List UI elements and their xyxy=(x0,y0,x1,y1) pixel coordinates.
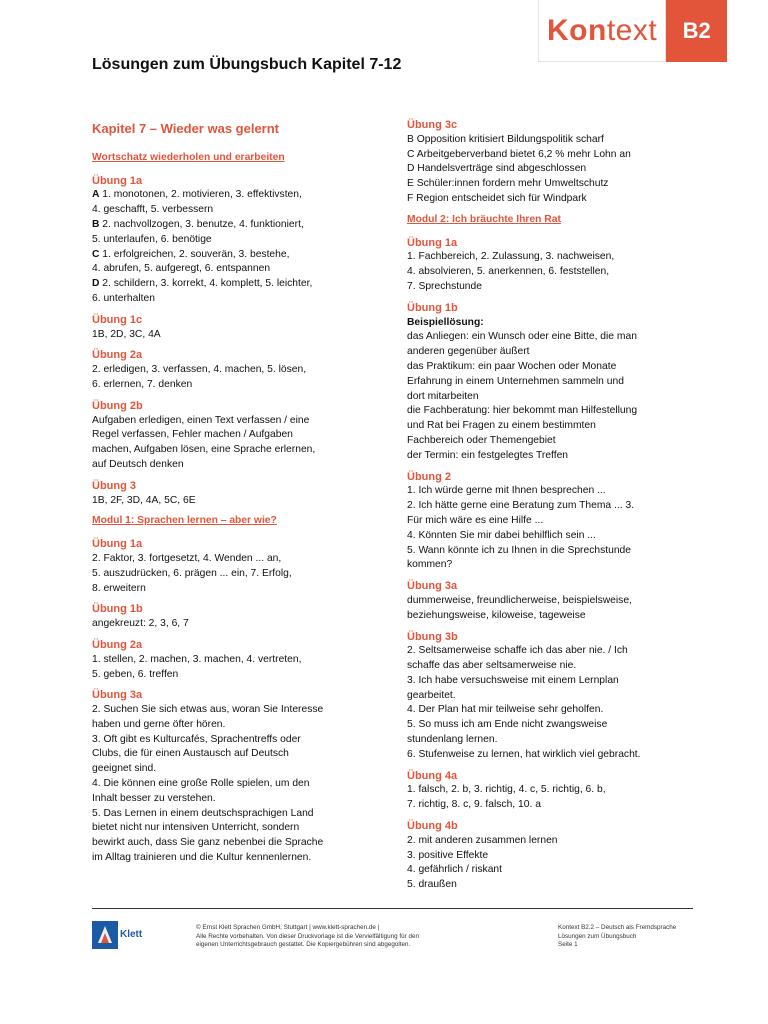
answer-text: gearbeitet. xyxy=(407,689,456,701)
answer-line xyxy=(92,378,392,393)
answer-line xyxy=(407,514,697,529)
answer-line xyxy=(407,316,697,331)
answer-text: das Anliegen: ein Wunsch oder eine Bitte, die man xyxy=(407,331,637,343)
answer-text: haben und gerne öfter hören. xyxy=(92,718,226,730)
answer-line xyxy=(407,484,697,499)
answer-label: A xyxy=(92,189,100,201)
answer-text: Inhalt besser zu verstehen. xyxy=(92,792,216,804)
answer-line xyxy=(92,653,392,668)
answer-text: B Opposition kritisiert Bildungspolitik scharf xyxy=(407,133,604,145)
answer-text: anderen gegenüber äußert xyxy=(407,346,530,358)
answer-text: 6. Stufenweise zu lernen, hat wirklich viel gebracht. xyxy=(407,748,641,760)
answer-text: 3. Ich habe versuchsweise mit einem Lernplan xyxy=(407,674,619,686)
answer-line xyxy=(407,529,697,544)
answer-text: 5. geben, 6. treffen xyxy=(92,668,179,680)
footer-meta-line: Lösungen zum Übungsbuch xyxy=(558,932,637,940)
answer-text: stundenlang lernen. xyxy=(407,734,498,746)
answer-text: 6. unterhalten xyxy=(92,292,155,304)
answer-line xyxy=(92,262,392,277)
exercise-heading: Übung 2 xyxy=(407,470,451,483)
answer-line xyxy=(407,419,697,434)
answer-text: machen, Aufgaben lösen, eine Sprache erlernen, xyxy=(92,444,316,456)
answer-text: 2. Suchen Sie sich etwas aus, woran Sie Interesse xyxy=(92,704,324,716)
answer-line xyxy=(407,748,697,763)
answer-line xyxy=(407,733,697,748)
answer-text: 2. Ich hätte gerne eine Beratung zum Thema ... 3. xyxy=(407,500,635,512)
logo-wordmark xyxy=(538,0,666,62)
answer-text: 3. positive Effekte xyxy=(407,849,489,861)
footer-meta-line: Kontext B2.2 – Deutsch als Fremdsprache xyxy=(558,924,677,931)
klett-logo-icon xyxy=(92,921,118,949)
answer-line xyxy=(407,449,697,464)
exercise-heading: Übung 4a xyxy=(407,769,458,782)
answer-text: 5. So muss ich am Ende nicht zwangsweise xyxy=(407,719,608,731)
answer-text: 4. geschafft, 5. verbessern xyxy=(92,204,214,216)
answer-text: 2. schildern, 3. korrekt, 4. komplett, 5. leichter, xyxy=(99,278,313,290)
answer-text: 4. Der Plan hat mir teilweise sehr geholfen. xyxy=(407,704,604,716)
answer-line xyxy=(92,668,392,683)
answer-label: Beispiellösung: xyxy=(407,316,484,328)
answer-text: 1B, 2D, 3C, 4A xyxy=(92,328,161,340)
answer-text: 2. nachvollzogen, 3. benutze, 4. funktioniert, xyxy=(99,218,304,230)
answer-text: im Alltag trainieren und die Kultur kennenlernen. xyxy=(92,852,312,864)
answer-text: Aufgaben erledigen, einen Text verfassen / eine xyxy=(92,414,310,426)
answer-line xyxy=(92,821,392,836)
answer-line xyxy=(92,552,392,567)
answer-text: 1B, 2F, 3D, 4A, 5C, 6E xyxy=(92,494,196,506)
answer-line xyxy=(407,375,697,390)
answer-text: 2. Seltsamerweise schaffe ich das aber nie. / Ich xyxy=(407,645,628,657)
answer-line xyxy=(92,733,392,748)
answer-text: der Termin: ein festgelegtes Treffen xyxy=(407,449,569,461)
answer-line xyxy=(407,834,697,849)
klett-logo-text: Klett xyxy=(120,929,143,940)
answer-text: 5. auszudrücken, 6. prägen ... ein, 7. Erfolg, xyxy=(92,567,292,579)
section-heading: Modul 1: Sprachen lernen – aber wie? xyxy=(92,515,277,527)
level-badge: B2 xyxy=(666,0,727,62)
answer-line xyxy=(92,414,392,429)
answer-text: 1. stellen, 2. machen, 3. machen, 4. vertreten, xyxy=(92,653,302,665)
answer-line xyxy=(407,544,697,559)
answer-text: geeignet sind. xyxy=(92,763,157,775)
exercise-heading: Übung 3 xyxy=(92,479,136,492)
answer-line xyxy=(92,328,392,343)
answer-line xyxy=(92,703,392,718)
answer-line xyxy=(92,807,392,822)
answer-line xyxy=(92,218,392,233)
section-heading: Modul 2: Ich bräuchte Ihren Rat xyxy=(407,213,561,225)
answer-text: 2. erledigen, 3. verfassen, 4. machen, 5. lösen, xyxy=(92,364,307,376)
answer-line xyxy=(92,494,392,509)
answer-line xyxy=(407,558,697,573)
answer-line xyxy=(92,443,392,458)
answer-line xyxy=(92,718,392,733)
answer-text: schaffe das aber seltsamerweise nie. xyxy=(407,660,577,672)
answer-line xyxy=(92,248,392,263)
answer-line xyxy=(407,192,697,207)
answer-line xyxy=(407,345,697,360)
answer-line xyxy=(407,644,697,659)
answer-text: 1. Ich würde gerne mit Ihnen besprechen ... xyxy=(407,485,606,497)
exercise-heading: Übung 1b xyxy=(92,603,143,616)
answer-line xyxy=(407,133,697,148)
answer-text: 6. erlernen, 7. denken xyxy=(92,378,193,390)
answer-text: bewirkt auch, dass Sie ganz nebenbei die Sprache xyxy=(92,837,324,849)
answer-text: D Handelsverträge sind abgeschlossen xyxy=(407,163,587,175)
exercise-heading: Übung 1a xyxy=(92,174,143,187)
answer-label: D xyxy=(92,278,100,290)
answer-text: Clubs, die für einen Austausch auf Deutsch xyxy=(92,748,289,760)
answer-line xyxy=(407,863,697,878)
exercise-heading: Übung 1a xyxy=(407,236,458,249)
answer-line xyxy=(92,851,392,866)
answer-text: bietet nicht nur intensiven Unterricht, sondern xyxy=(92,822,300,834)
answer-text: auf Deutsch denken xyxy=(92,458,184,470)
answer-line xyxy=(407,434,697,449)
exercise-heading: Übung 2a xyxy=(92,349,143,362)
chapter-heading: Kapitel 7 – Wieder was gelernt xyxy=(92,121,280,136)
exercise-heading: Übung 2b xyxy=(92,399,143,412)
exercise-heading: Übung 3a xyxy=(407,580,458,593)
answer-line xyxy=(92,762,392,777)
answer-text: 5. draußen xyxy=(407,879,457,891)
answer-text: Regel verfassen, Fehler machen / Aufgaben xyxy=(92,429,293,441)
footer-copyright-line: © Ernst Klett Sprachen GmbH, Stuttgart | www.klett-sprachen.de | xyxy=(196,924,380,931)
answer-line xyxy=(407,798,697,813)
answer-line xyxy=(92,567,392,582)
answer-line xyxy=(92,458,392,473)
answer-line xyxy=(407,265,697,280)
answer-line xyxy=(407,499,697,514)
answer-text: 4. abrufen, 5. aufgeregt, 6. entspannen xyxy=(92,263,271,275)
answer-text: E Schüler:innen fordern mehr Umweltschutz xyxy=(407,178,609,190)
answer-text: 4. Könnten Sie mir dabei behilflich sein ... xyxy=(407,529,596,541)
answer-text: das Praktikum: ein paar Wochen oder Monate xyxy=(407,360,617,372)
answer-text: 7. richtig, 8. c, 9. falsch, 10. a xyxy=(407,799,541,811)
answer-text: 4. gefährlich / riskant xyxy=(407,864,503,876)
answer-line xyxy=(407,330,697,345)
document-title: Lösungen zum Übungsbuch Kapitel 7-12 xyxy=(92,56,402,73)
exercise-heading: Übung 3b xyxy=(407,630,458,643)
exercise-heading: Übung 2a xyxy=(92,638,143,651)
exercise-heading: Übung 3c xyxy=(407,119,458,131)
footer-divider xyxy=(92,908,693,909)
answer-text: 8. erweitern xyxy=(92,582,146,594)
answer-line xyxy=(92,233,392,248)
footer-copyright-line: Alle Rechte vorbehalten. Von dieser Druckvorlage ist die Vervielfältigung für den xyxy=(196,932,419,940)
right-column xyxy=(407,112,697,893)
answer-line xyxy=(407,849,697,864)
answer-text: Für mich wäre es eine Hilfe ... xyxy=(407,514,544,526)
answer-line xyxy=(407,177,697,192)
answer-line xyxy=(407,250,697,265)
answer-line xyxy=(407,609,697,624)
answer-line xyxy=(92,203,392,218)
answer-line xyxy=(407,390,697,405)
answer-line xyxy=(407,280,697,295)
left-column xyxy=(92,112,392,866)
answer-line xyxy=(407,162,697,177)
answer-line xyxy=(407,783,697,798)
answer-line xyxy=(92,188,392,203)
exercise-heading: Übung 1b xyxy=(407,301,458,314)
answer-text: dummerweise, freundlicherweise, beispielsweise, xyxy=(407,594,632,606)
footer-copyright-line: eigenen Unterrichtsgebrauch gestattet. Die Kopiergebühren sind abgegolten. xyxy=(196,941,411,949)
logo-kon: Kon xyxy=(547,13,607,47)
answer-line xyxy=(92,428,392,443)
footer-copyright xyxy=(196,924,466,950)
answer-label: C xyxy=(92,248,100,260)
answer-line xyxy=(407,659,697,674)
answer-line xyxy=(92,363,392,378)
answer-text: C Arbeitgeberverband bietet 6,2 % mehr Lohn an xyxy=(407,148,631,160)
answer-line xyxy=(407,689,697,704)
answer-line xyxy=(407,360,697,375)
answer-line xyxy=(407,878,697,893)
answer-text: 4. absolvieren, 5. anerkennen, 6. feststellen, xyxy=(407,266,610,278)
answer-text: 1. monotonen, 2. motivieren, 3. effektivsten, xyxy=(99,189,302,201)
answer-text: 5. Das Lernen in einem deutschsprachigen Land xyxy=(92,807,314,819)
logo-text: text xyxy=(606,13,658,47)
answer-line xyxy=(407,674,697,689)
answer-text: und Rat bei Fragen zu einem bestimmten xyxy=(407,420,596,432)
answer-text: kommen? xyxy=(407,559,453,571)
kontext-logo xyxy=(538,0,727,62)
answer-line xyxy=(407,148,697,163)
answer-text: 1. erfolgreichen, 2. souverän, 3. bestehe, xyxy=(99,248,290,260)
answer-text: 2. Faktor, 3. fortgesetzt, 4. Wenden ... an, xyxy=(92,552,282,564)
answer-label: B xyxy=(92,218,100,230)
answer-text: 3. Oft gibt es Kulturcafés, Sprachentreffs oder xyxy=(92,733,301,745)
answer-line xyxy=(407,718,697,733)
answer-line xyxy=(92,582,392,597)
answer-text: 1. falsch, 2. b, 3. richtig, 4. c, 5. richtig, 6. b, xyxy=(407,784,606,796)
answer-text: 1. Fachbereich, 2. Zulassung, 3. nachweisen, xyxy=(407,251,615,263)
answer-text: dort mitarbeiten xyxy=(407,390,479,402)
answer-line xyxy=(407,703,697,718)
answer-line xyxy=(92,277,392,292)
footer-page: Seite 1 xyxy=(558,941,578,949)
footer-meta xyxy=(558,924,708,950)
answer-text: 5. unterlaufen, 6. benötige xyxy=(92,233,212,245)
answer-line xyxy=(92,836,392,851)
exercise-heading: Übung 1c xyxy=(92,313,143,326)
answer-line xyxy=(92,792,392,807)
answer-text: Erfahrung in einem Unternehmen sammeln und xyxy=(407,375,624,387)
exercise-heading: Übung 3a xyxy=(92,689,143,702)
section-heading: Wortschatz wiederholen und erarbeiten xyxy=(92,151,285,163)
exercise-heading: Übung 1a xyxy=(92,538,143,551)
answer-text: 4. Die können eine große Rolle spielen, um den xyxy=(92,778,310,790)
answer-text: 5. Wann könnte ich zu Ihnen in die Sprechstunde xyxy=(407,544,632,556)
answer-text: 7. Sprechstunde xyxy=(407,280,482,292)
answer-text: 2. mit anderen zusammen lernen xyxy=(407,834,558,846)
answer-text: beziehungsweise, kiloweise, tageweise xyxy=(407,609,586,621)
answer-line xyxy=(407,594,697,609)
answer-line xyxy=(92,777,392,792)
answer-line xyxy=(92,747,392,762)
answer-text: Fachbereich oder Themengebiet xyxy=(407,434,556,446)
answer-text: F Region entscheidet sich für Windpark xyxy=(407,192,587,204)
answer-line xyxy=(407,404,697,419)
exercise-heading: Übung 4b xyxy=(407,820,458,833)
answer-text: angekreuzt: 2, 3, 6, 7 xyxy=(92,618,189,630)
answer-text: die Fachberatung: hier bekommt man Hilfestellung xyxy=(407,405,638,417)
answer-line xyxy=(92,617,392,632)
answer-line xyxy=(92,292,392,307)
